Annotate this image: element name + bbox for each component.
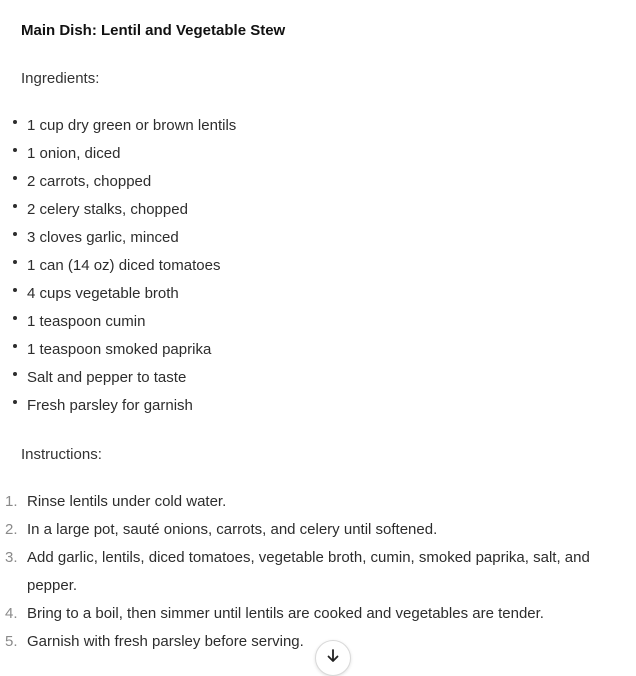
ingredient-text: Fresh parsley for garnish	[27, 397, 193, 414]
list-item	[0, 224, 236, 252]
list-item	[0, 280, 236, 308]
ingredients-label: Ingredients:	[21, 70, 100, 87]
list-item	[0, 516, 636, 544]
list-item	[0, 600, 636, 628]
bullet-icon	[13, 344, 17, 348]
step-number: 4.	[5, 605, 18, 622]
ingredient-text: 1 cup dry green or brown lentils	[27, 117, 237, 134]
ingredient-text: 3 cloves garlic, minced	[27, 229, 179, 246]
step-number: 3.	[5, 549, 18, 566]
list-item	[0, 252, 236, 280]
step-text: Garnish with fresh parsley before serving.	[27, 633, 304, 650]
ingredient-text: Salt and pepper to taste	[27, 369, 187, 386]
step-text: In a large pot, sauté onions, carrots, and celery until softened.	[27, 521, 438, 538]
step-number: 1.	[5, 493, 18, 510]
step-number: 5.	[5, 633, 18, 650]
bullet-icon	[13, 120, 17, 124]
list-item	[0, 308, 236, 336]
ingredient-text: 1 teaspoon smoked paprika	[27, 341, 212, 358]
ingredient-text: 1 teaspoon cumin	[27, 313, 146, 330]
bullet-icon	[13, 260, 17, 264]
list-item	[0, 112, 236, 140]
step-text: Add garlic, lentils, diced tomatoes, vegetable broth, cumin, smoked paprika, salt, and pepper.	[27, 549, 590, 594]
list-item	[0, 364, 236, 392]
list-item	[0, 336, 236, 364]
bullet-icon	[13, 288, 17, 292]
recipe-title: Main Dish: Lentil and Vegetable Stew	[21, 22, 286, 39]
ingredient-text: 4 cups vegetable broth	[27, 285, 179, 302]
list-item	[0, 392, 236, 420]
bullet-icon	[13, 148, 17, 152]
step-number: 2.	[5, 521, 18, 538]
bullet-icon	[13, 204, 17, 208]
ingredient-text: 1 onion, diced	[27, 145, 121, 162]
list-item	[0, 168, 236, 196]
bullet-icon	[13, 316, 17, 320]
ingredient-text: 2 celery stalks, chopped	[27, 201, 188, 218]
bullet-icon	[13, 372, 17, 376]
list-item	[0, 488, 636, 516]
arrow-down-icon	[325, 648, 341, 664]
scroll-to-bottom-button[interactable]	[315, 640, 351, 676]
ingredients-list	[0, 112, 236, 420]
bullet-icon	[13, 176, 17, 180]
list-item	[0, 140, 236, 168]
bullet-icon	[13, 400, 17, 404]
ingredient-text: 1 can (14 oz) diced tomatoes	[27, 257, 221, 274]
list-item	[0, 544, 636, 600]
step-text: Bring to a boil, then simmer until lentils are cooked and vegetables are tender.	[27, 605, 544, 622]
list-item	[0, 196, 236, 224]
instructions-list	[0, 488, 636, 656]
instructions-label: Instructions:	[21, 446, 102, 463]
ingredient-text: 2 carrots, chopped	[27, 173, 152, 190]
bullet-icon	[13, 232, 17, 236]
step-text: Rinse lentils under cold water.	[27, 493, 227, 510]
